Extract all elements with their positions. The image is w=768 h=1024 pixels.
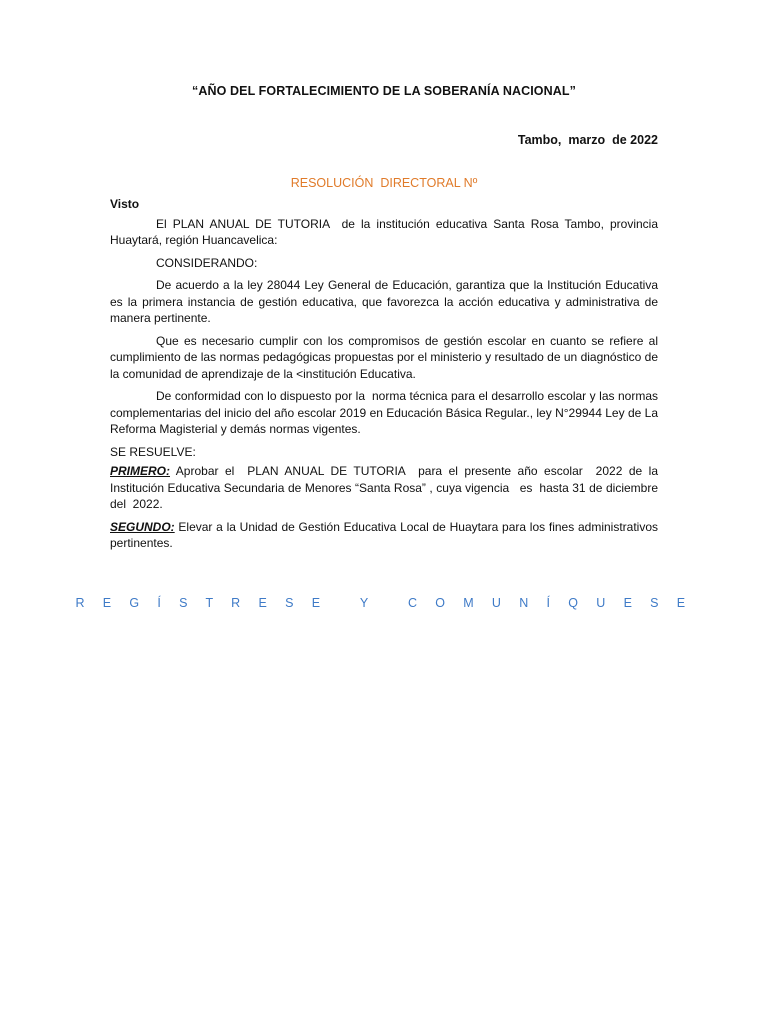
resolution-body [110,196,662,558]
considerando-label: CONSIDERANDO: [156,255,258,270]
visto-paragraph: El PLAN ANUAL DE TUTORIA de la institución educativa Santa Rosa Tambo, provincia Huaytará, región Huancavelica: [110,216,662,247]
considerando-paragraph-2: Que es necesario cumplir con los compromisos de gestión escolar en cuanto se refiere al cumplimiento de las normas pedagógicas propuestas por el ministerio y resultado de un diagnóstico de la comunidad de aprendizaje de la <institución Educativa. [110,333,662,381]
resolution-title: RESOLUCIÓN DIRECTORAL Nº [290,176,478,190]
segundo-label: SEGUNDO: [110,519,175,534]
date-line: Tambo, marzo de 2022 [517,133,658,147]
considerando-paragraph-3: De conformidad con lo dispuesto por la norma técnica para el desarrollo escolar y las normas complementarias del inicio del año escolar 2019 en Educación Básica Regular., ley N°29944 Ley de La Reforma Magisterial y demás normas vigentes. [110,389,662,436]
segundo-article [110,519,662,552]
primero-label: PRIMERO: [110,464,170,478]
visto-label: Visto [110,197,140,211]
year-title: “AÑO DEL FORTALECIMIENTO DE LA SOBERANÍA NACIONAL” [192,84,576,98]
primero-article [110,463,662,513]
closing-formula: R E G Í S T R E S E Y C O M U N Í Q U E S E [75,596,693,610]
se-resuelve-label: SE RESUELVE: [110,444,196,459]
considerando-paragraph-1: De acuerdo a la ley 28044 Ley General de Educación, garantiza que la Institución Educativa es la primera instancia de gestión educativa, que favorezca la acción educativa y administrativa de manera pertinente. [110,278,662,325]
primero-text: Aprobar el PLAN ANUAL DE TUTORIA para el presente año escolar 2022 de la Institución Educativa Secundaria de Menores “Santa Rosa” , cuya vigencia es hasta 31 de diciembre del 2022. [110,464,662,511]
segundo-text: Elevar a la Unidad de Gestión Educativa Local de Huaytara para los fines administrativos pertinentes. [110,519,662,550]
